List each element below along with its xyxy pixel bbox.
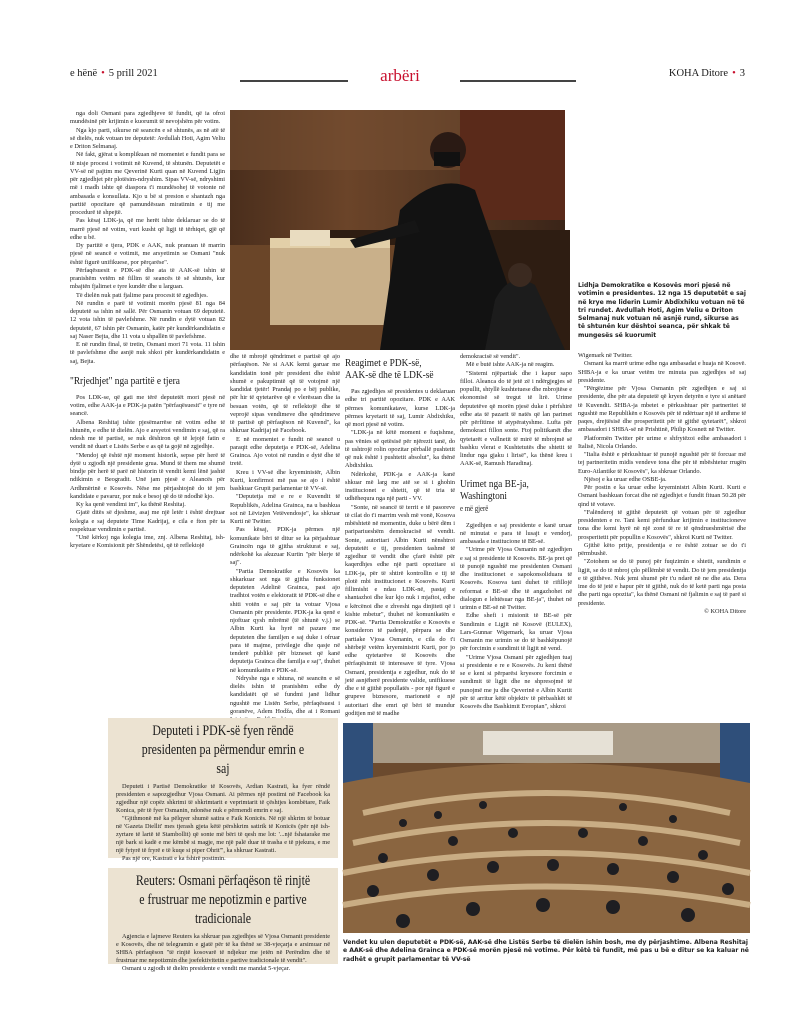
date: 5 prill 2021 bbox=[108, 68, 158, 79]
paragraph: Për postin e ka uruar edhe kryeministri Albin Kurti. Kurti e Osmani bashkuan forcat dhe në zgjedhjet e fundit fituan 50.28 për qind të votave. bbox=[578, 484, 746, 508]
paragraph: Edhe shefi i misionit të BE-së për Sundimin e Ligjit në Kosovë (EULEX), Lars-Gunnar Wigemark, ka uruar Vjosa Osmanin me urimin se do të bashkëpunojë për forcimin e sundimit të ligjit në vend. bbox=[460, 612, 572, 653]
paragraph: Wigemark në Twitter. bbox=[578, 352, 633, 359]
page-date bbox=[70, 68, 158, 79]
subheading-sub: e më gjerë bbox=[460, 503, 489, 513]
article-column-4 bbox=[460, 353, 572, 711]
paragraph: "Gjithmonë më ka pëlqyer shumë satira e Faik Konicës. Në një shkrim të botuar në 'Gazeta Diellit' mes tjerash gjeta këtë përshkrim satirik të Konicës (për një ish-zyrtare të lartë të Stambollit) që sonte më bëri të qesh me lot: '...një fshatarake me një bark si kadë e me këmbë si magje, me një palë duar të trasha e të pjekura, e me një fytyrë të fryrë e të kuqe si piper Ohrit'", ka shkruar Kastrati. bbox=[116, 815, 330, 854]
paragraph: "Mendoj që është një moment historik, sepse për herë të dytë u zgjodh një presidente grua. Mund të them me shumë bindje për herë të parë në historin të vendit kemi lënë jashtë ndikimin e Beogradit. Unë jam pjesë e Aleancës për Ardhmërinë e Kosovës. Nëse me përjashtojnë do të jem kandidate e pavarur, por nuk e besoj që do të ndodhë kjo. bbox=[70, 451, 225, 500]
paragraph: "Partia Demokratike e Kosovës ka shkarkuar sot nga të gjitha funksionet deputeten Adelinë Grainca, pasi ajo tradhtoi votën e elektoratit të PDK-së dhe e shiti votën e saj për ta votuar Vjosa Osmanin për presidente. PDK-ja ka qenë e njoftuar qysh mbrëmë (të shtunë v.j.) se Albin Kurti ka hyrë në pazare me deputeten dhe familjen e saj duke i ofruar para të majme, privilegje dhe qasje në tenderë publikë për bizneset që kanë deputetja Grainca dhe familja e saj", thuhet në komunikatën e PDK-së. bbox=[230, 567, 340, 674]
paragraph: Dy partitë e tjera, PDK e AAK, nuk pranuan të marrin pjesë në seancë e votimit, me arsyetimin se Osmani "nuk është figurë unifikuese, por përçarëse". bbox=[70, 242, 225, 266]
subheading-main: Urimet nga BE-ja, Washingtoni bbox=[460, 477, 529, 502]
page-folio bbox=[669, 68, 745, 79]
paragraph: "Falënderoj të gjithë deputetët që votuan për të zgjedhur presidenten e re. Tani kemi përfunduar krijimin e institucioneve tona dhe kemi hyrë në një zonë të re të qëndrueshmërisë dhe prosperitetit për popullin e Kosovës", shkroi Kurti në Twitter. bbox=[578, 508, 746, 541]
paragraph: Ky ka qenë vendimi im", ka thënë Reshitaj. bbox=[76, 501, 186, 508]
paragraph: Pas kësaj LDK-ja, që me herët ishte deklaruar se do të marrë pjesë në votim, vuri kusht që ligji të tërhiqet, gjë që edhe u bë. bbox=[70, 217, 225, 241]
paragraph: Në fakt, gjërat u komplikuan në momentet e fundit para se të nisje procesi i votimit në Kuvend, të shtunën. Deputetët e VV-së në pajtim me Qeverinë Kurti quan në Kuvend Ligjin për zgjedhjet për plotësim-ndryshim. Sipas VV-së, ndryshimi më i madh ishte që diaspora t'i mundësohej të votonte në ambasada e konsullata. Kjo u bë si presion e shantazh nga partitë opozitare që pamundësuan miratimin e tij me procedurë të shpejtë. bbox=[70, 151, 225, 216]
paragraph: "Zotohem se do të punoj për fuqizimin e shtetit, sundimin e ligjit, se do të mbroj çdo pëllëmbë të vendit. Do të jem presidentja e të gjithëve. Nuk jemi shumë për t'u ndarë në ne dhe ata. Dera ime do të jetë e hapur për të gjithë, nuk do të ketë parti nga posta dhe parti nga opozita", ka thënë Osmani në fjalimin e saj të parë si presidente. bbox=[578, 558, 746, 607]
paragraph: Albena Reshitaj ishte pjesëmarrëse në votim edhe të shtunën, e edhe të dielën. Ajo e arsyetoi vendimin e saj, që ra ndesh me të partisë, se nuk dëshiron që të lejojë fatin e vendit në duart e Listës Serbe e as që ta gojë në zgjedhje. bbox=[70, 418, 225, 451]
byline: © KOHA Ditore bbox=[704, 607, 746, 615]
paragraph: Përfaqësuesit e PDK-së dhe ata të AAK-së ishin të pranishëm vetëm në fillim të seancës të së shtunës, kur mbajtën fjalimet e tyre kundër dhe u larguan. bbox=[70, 266, 225, 291]
paragraph: nga doli Osmani para zgjedhjeve të fundit, që ia ofroi mundësinë për krijimin e kuorumit të nevojshëm për votim. bbox=[70, 110, 225, 126]
paragraph: Më e butë ishte AAK-ja në reagim. bbox=[466, 361, 555, 369]
paragraph: Osmani u zgjodh të dielën presidente e vendit me mandat 5-vjeçar. bbox=[122, 965, 291, 972]
section-title: arbëri bbox=[380, 66, 420, 85]
paragraph: "LDK-ja në këtë moment e fuqishme, pas vënies së qetësisë për njërezit tanë, do të ushtrojë rolin opozitar përballë pushtetit që nuk është i pushtetit absolut", ka thënë Abdixhiku. bbox=[345, 429, 455, 470]
paragraph: Njësoj e ka uruar edhe OSBE-ja. bbox=[584, 475, 667, 483]
paragraph: Ndryshe nga e shtuna, në seancën e së dielës ishin të pranishëm edhe dy kandidatët që së fundmi janë lidhur ngushtë me Listën Serbe, përfaqësuesi i goranëve, Adem Hodža, dhe ai i Romani bbox=[230, 674, 340, 715]
paper-name: KOHA Ditore bbox=[668, 68, 729, 79]
sidebar-box-pdk bbox=[108, 718, 338, 862]
header-rule-right bbox=[460, 80, 576, 82]
paragraph: Pas një ore, Kastrati e ka fshirë postimin. bbox=[122, 855, 226, 862]
paragraph: "Sonte, në seancë të territ e të pasoreve të cilat do t'i marrim vesh më vonë, Kosova mbështetë në momentin, duke u bërë dëm i paripariueshëm demokracisë së vendit. Sonte, autoritari Albin Kurti nënshtroi deputetët e tij, presidenten tashmë të zgjedhur të vendit dhe çfarë është për kaqerdhjes edhe një parti opozitare si LDK-ja, për të shtirë kontrollin e tij të plotë mbi institucionet e Kosovës. Kurti fillimisht e ndau LDK-në, pastaj e shantazhoi dhe kur kjo nuk i mjaftoi, edhe e kërcënoi dhe e zhveshi nga dinjiteti që i kishte mbetur", thuhet në komunikatën e PDK-së. "Partia Demokratike e Kosovës e konsideron të padenjë, përpara se dhe partiake Vjosa Osmanin, e cila do t'i shërbejë vetëm kryeministrit Kurti, por jo edhe qytetarëve të Kosovës dhe përfaqësimit të interesave të tyre. Vjosa Osmani, presidentja e zgjedhur, nuk do të jetë asnjëherë presidente valide, unifikuese dhe e të gjithë popullatës - por një figurë e grupeve biznesore, marionetë e një autoritari dhe emri që bëri të mundur goditjen më të madhe bbox=[345, 503, 455, 717]
paragraph: Pas zgjedhjes së presidentes u deklaruan edhe tri partitë opozitare. PDK e AAK përmes komunikatave, kurse LDK-ja përmes kryetarit të saj, Lumir Abdixhiku, që mori pjesë në votim. bbox=[345, 388, 455, 428]
paragraph: Të dielën nuk pati fjalime para procesit të zgjedhjes. bbox=[76, 291, 209, 299]
photo-illustration bbox=[230, 110, 565, 350]
paragraph: Gjithë këto pritje, presidentja e re është zotuar se do t'i përmbushë. bbox=[578, 541, 746, 557]
page-number: 3 bbox=[739, 68, 745, 79]
paragraph: Pas kësaj, PDK-ja përmes një komunikate bëri të ditur se ka përjashtuar Graincën nga të gjitha strukturat e saj, ndërkohë ka akuzuar Kurtin "për blerje të saj". bbox=[230, 526, 340, 567]
paragraph: "Përgëzime për Vjosa Osmanin për zgjedhjen e saj si presidente, dhe për ata deputetë që kryen detyrën e tyre si anëtarë të Kuvendit. SHBA-ja mbetet e përkushtuar për partneritet të ngushtë me Republikën e Kosovës për të ndërtuar një të ardhme të paqes, drejtësisë dhe prosperitetit për të gjithë qytetarët", shkroi ambasadori i SHBA-së në Prishtinë, Philip Kosnett në Twitter. bbox=[578, 385, 746, 434]
paragraph: "Urime Vjosa Osmani për zgjedhjen tuaj si presidente e re e Kosovës. Ju keni thënë se e keni si përparësi kryesore forcimin e sundimit të ligjit dhe ne shpresojmë të punojmë me ju dhe Qeverinë e Albin Kurtit për të arritur këtë objektiv të përbashkët të Kosovës dhe Bashkimit Evropian", shkroi bbox=[460, 653, 572, 710]
paragraph: demokracisë së vendit". bbox=[460, 353, 521, 360]
article-column-5 bbox=[578, 352, 746, 714]
subheading: Reagimet e PDK-së, AAK-së dhe të LDK-së bbox=[345, 357, 434, 381]
paragraph: "Unë kërkoj nga kolegia ime, znj. Albena Reshitaj, ish-kryetare e Komisionit për Shëndetësi, që të reflektojë bbox=[70, 534, 225, 550]
paragraph: Nga kjo parti, sikurse në seancën e së shtunës, as në atë të së dielës, nuk votuan tre deputetë: Avdullah Hoti, Agim Veliu e Driton Selmanaj. bbox=[70, 126, 225, 150]
subheading: "Rrjedhjet" nga partitë e tjera bbox=[70, 374, 180, 387]
photo-illustration bbox=[343, 723, 750, 933]
box-title: Reuters: Osmani përfaqëson të rinjtë e frustruar me nepotizmin e partive tradicionale bbox=[135, 873, 311, 927]
photo-caption: Lidhja Demokratike e Kosovës mori pjesë në votimin e presidentes. 12 nga 15 deputetët e saj në krye me liderin Lumir Abdixhiku votuan në të tri rundet. Avdullah Hoti, Agim Veliu e Driton Selmanaj nuk votuan në asnjë rund, sikurse as të shtunën kur dështoi seanca, për shkak të mungesës së kuorumit bbox=[578, 282, 747, 339]
paragraph: "Italia është e përkushtuar të punojë ngushtë për të forcuar më tej partneritetin midis vendeve tona dhe për të mbështetur rrugën Euro-Atlantike të Kosovës", ka shkruar Orlando. bbox=[578, 451, 746, 475]
article-column-3 bbox=[345, 353, 455, 717]
sidebar-box-reuters bbox=[108, 868, 338, 972]
subheading bbox=[460, 478, 555, 515]
paragraph: Ndërkohë, PDK-ja e AAK-ja kanë shkuar më larg me atë se si i ghohin institucionet e shtetit, që të tria të udhëhequra nga një parti - VV. bbox=[345, 470, 455, 503]
paragraph: Platformën Twitter për urime e shfrytëzoi edhe ambasadori i Italisë, Nicola Orlando. bbox=[578, 434, 746, 450]
paragraph: Zgjedhjen e saj presidente e kanë uruar në minutat e para të lusajt e vendorj, ambasada e institucione të BE-së. bbox=[460, 521, 572, 545]
paragraph: Agjencia e lajmeve Reuters ka shkruar pas zgjedhjes së Vjosa Osmanit presidente e Kosovës, dhe në telegramin e gjatë për të ka thënë se 38-vjeçarja e arsimuar në SHBA përfaqëson "të rinjtë kosovarë të ndjekur me jetën në Perëndim dhe të frustruar me nepotizmin dhe joefektivitetin e partive tradicionale të vendit". bbox=[116, 933, 330, 964]
paragraph: "Deputetja më e re e Kuvendit të Republikës, Adelina Grainca, na u bashkua sot në Lëvizjen Vetëvendosje", ka shkruar Kurti në Twitter. bbox=[230, 493, 340, 525]
paragraph: E në momentet e fundit në seancë u paraqit edhe deputetja e PDK-së, Adelina Grainca. Ajo votoi në rundin e dytë dhe të tretë. bbox=[230, 435, 340, 468]
voting-ballot-box-photo bbox=[230, 110, 565, 350]
paragraph: Pos LDK-se, që gati me tërë deputetët mori pjesë në votim, edhe AAK-ja e PDK-ja patën "përfaqësuesit" e tyre në seancë. bbox=[70, 393, 225, 418]
box-title: Deputeti i PDK-së fyen rëndë presidenten pa përmendur emrin e saj bbox=[141, 723, 305, 777]
header-rule-left bbox=[240, 80, 348, 82]
paragraph: Gjatë ditës së djeshme, asaj me një letër i është drejtuar kolegia e saj deputete Time Kadrijaj, e cila e fton për ta respektuar vendimin e partisë. bbox=[70, 509, 225, 533]
article-column-1 bbox=[70, 110, 225, 712]
paragraph: "Urime për Vjosa Osmanin në zgjedhjen e saj si presidente të Kosovës. BE-ja pret që të punojë ngushtë me presidenten Osmani dhe institucionet e sapokonsoliduara të Kosovës. Kosova tani duhet të rifillojë reformat e BE-së dhe të angazhohet në dialogun e lehtësuar nga BE-ja", thuhet në urimin e BE-së në Twitter. bbox=[460, 546, 572, 611]
parliament-chamber-photo bbox=[343, 723, 750, 933]
bullet-icon: • bbox=[101, 68, 105, 79]
paragraph: Deputeti i Partisë Demokratike të Kosovës, Ardian Kastrati, ka fyer rëndë presidenten e sapozgjedhur Vjosa Osmani. Ai përmes një postimi në Facebook ka zgjedhur një copëz shkrimi të shkrimtarit e veprimtarit të çështjes kombëtare, Faik Konica, për të fyer Osmanin, ndonëse nuk e përmendi emrin e saj. bbox=[116, 783, 330, 814]
paragraph: "Sistemi njëpartiak dhe i kapur sapo filloi. Aleanca do të jetë zë i ndërgjegjes së popullit, shtyllë kushtetuese dhe mbrojtëse e ekonomisë së tregut të lirë. Urime deputetëve që morën pjesë duke i përfshirë edhe ata të pazarit të natës që lan parimet për përfitime të atypëratyshme. Lufta për demokraci fillon sonte. Ftoj politikanët dhe qytetarët e vullnetit të mirë të mbrojmë së bashku vlerat e Kushtetutës dhe shtetit të lindur nga gjaku i lirisë", ka thënë kreu i AAK-së, Ramush Haradinaj. bbox=[460, 369, 572, 468]
paragraph: Në rundin e parë të votimit morën pjesë 81 nga 84 deputetë sa ishin në sallë. Për Osmanin votuan 69 deputetë. 12 vota ishin të pavlefshme. Në rundin e dytë votuan 82 deputetë, 67 ishin për Osmanin, katër për kundërkandidatin e saj Naser Bejta, dhe 11 vota u shpallën të pavlefshme. bbox=[70, 299, 225, 340]
bullet-icon: • bbox=[732, 68, 736, 79]
paragraph: dhe të mbrojë qëndrimet e partisë që ajo përfaqëson. Ne si AAK kemi garuar me kandidatin tonë për president dhe është shumë e pakuptimtë që të votojmë një kandidat tjetër! Prandaj po e bëj publike, për hir të qytetarëve që e vlerësuan dhe ia besuan votën, që të reflektojë dhe të veprojë sipas vendimeve dhe qëndrimeve të partisë që përfaqëson në Kuvend", ka shkruar Kadrijaj në Facebook. bbox=[230, 353, 340, 435]
photo-caption: Vendet ku ulen deputetët e PDK-së, AAK-së dhe Listës Serbe të dielën ishin bosh, me dy përjashtime. Albena Reshitaj e AAK-së dhe Adelina Grainca e PDK-së morën pjesë në votime. Për këtë të fundit, më pas u bë e ditur se ka kaluar në radhët e grupit parlamentar të VV-së bbox=[343, 939, 749, 963]
article-column-2 bbox=[230, 353, 340, 715]
paragraph: Kreu i VV-së dhe kryeministër, Albin Kurti, konfirmoi më pas se ajo i është bashkuar Grupit parlamentar të VV-së. bbox=[230, 468, 340, 492]
paragraph: E në rundin final, të tretin, Osmani mori 71 vota. 11 ishin të pavlefshme dhe asnjë nuk shkoi për kundërkandidatin e saj, Bejta. bbox=[70, 341, 225, 365]
paragraph: Osmani ka marrë urime edhe nga ambasadat e huaja në Kosovë. SHBA-ja e ka uruar vetëm tre minuta pas zgjedhjes së saj presidente. bbox=[578, 360, 746, 384]
day: e hënë bbox=[70, 68, 98, 79]
